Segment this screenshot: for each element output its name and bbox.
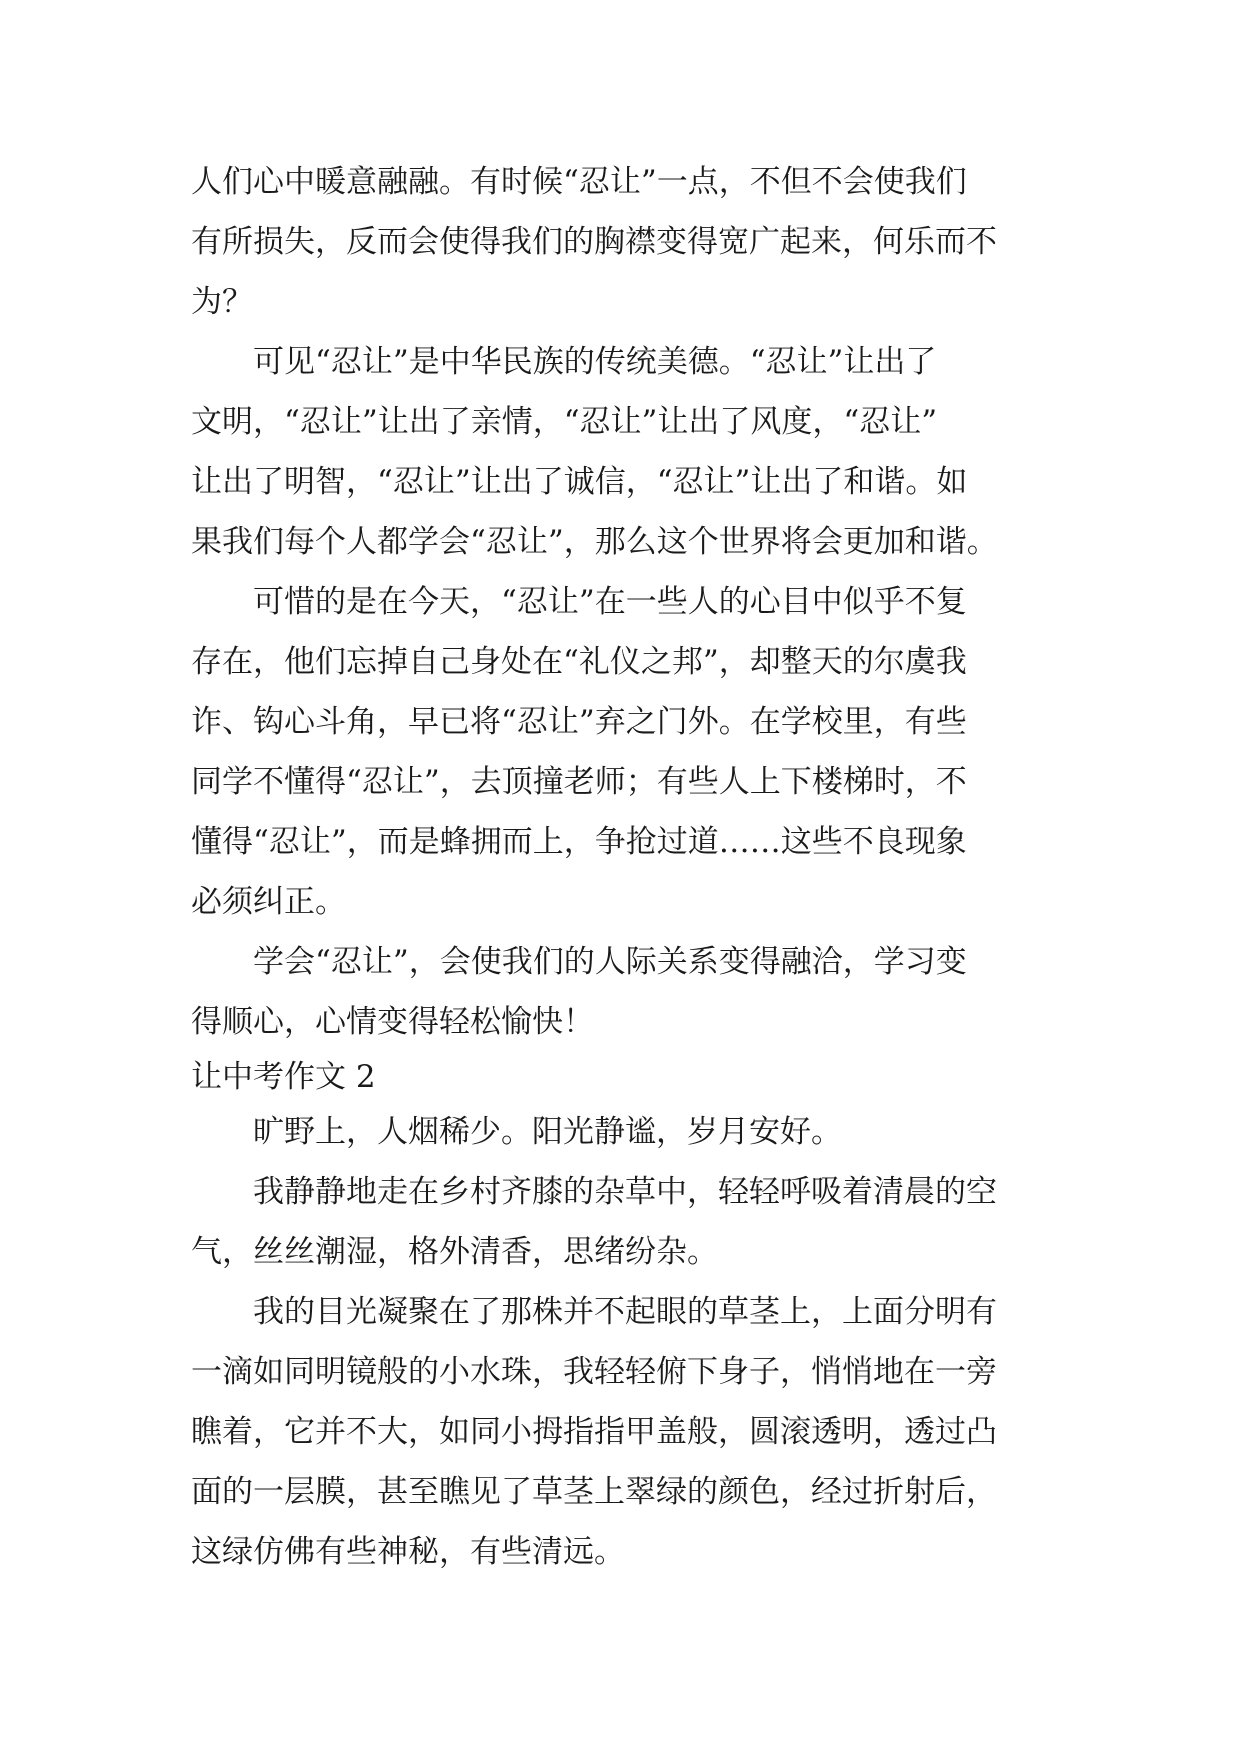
text-line: 我的目光凝聚在了那株并不起眼的草茎上，上面分明有 — [253, 1294, 997, 1330]
text-line: 同学不懂得“忍让”，去顶撞老师；有些人上下楼梯时，不 — [191, 764, 967, 800]
text-line: 人们心中暖意融融。有时候“忍让”一点，不但不会使我们 — [191, 164, 967, 200]
text-line: 这绿仿佛有些神秘，有些清远。 — [191, 1534, 625, 1570]
text-line: 可见“忍让”是中华民族的传统美德。“忍让”让出了 — [253, 344, 937, 380]
text-line: 让出了明智，“忍让”让出了诚信，“忍让”让出了和谐。如 — [191, 464, 968, 500]
text-line: 得顺心，心情变得轻松愉快！ — [191, 1004, 594, 1040]
text-line: 瞧着，它并不大，如同小拇指指甲盖般，圆滚透明，透过凸 — [191, 1414, 997, 1450]
section-heading: 让中考作文 2 — [191, 1059, 376, 1095]
text-line: 气，丝丝潮湿，格外清香，思绪纷杂。 — [191, 1234, 718, 1270]
text-line: 我静静地走在乡村齐膝的杂草中，轻轻呼吸着清晨的空 — [253, 1174, 997, 1210]
text-line: 可惜的是在今天，“忍让”在一些人的心目中似乎不复 — [253, 584, 967, 620]
paragraph — [191, 932, 1071, 1052]
text-line: 存在，他们忘掉自己身处在“礼仪之邦”，却整天的尔虞我 — [191, 644, 967, 680]
paragraph — [191, 1282, 1071, 1582]
text-line: 文明，“忍让”让出了亲情，“忍让”让出了风度，“忍让” — [191, 404, 938, 440]
paragraph — [191, 1102, 1071, 1162]
text-line: 旷野上，人烟稀少。阳光静谧，岁月安好。 — [253, 1114, 842, 1150]
paragraph — [191, 152, 1071, 332]
text-line: 必须纠正。 — [191, 884, 346, 920]
paragraph — [191, 1162, 1071, 1282]
text-line: 果我们每个人都学会“忍让”，那么这个世界将会更加和谐。 — [191, 524, 998, 560]
text-line: 学会“忍让”，会使我们的人际关系变得融洽，学习变 — [253, 944, 967, 980]
document-body — [191, 152, 1071, 1582]
text-line: 面的一层膜，甚至瞧见了草茎上翠绿的颜色，经过折射后， — [191, 1474, 997, 1510]
text-line: 懂得“忍让”，而是蜂拥而上，争抢过道……这些不良现象 — [191, 824, 967, 860]
text-line: 有所损失，反而会使得我们的胸襟变得宽广起来，何乐而不 — [191, 224, 997, 260]
paragraph — [191, 332, 1071, 572]
text-line: 为？ — [191, 284, 253, 320]
text-line: 一滴如同明镜般的小水珠，我轻轻俯下身子，悄悄地在一旁 — [191, 1354, 997, 1390]
paragraph — [191, 572, 1071, 932]
text-line: 诈、钩心斗角，早已将“忍让”弃之门外。在学校里，有些 — [191, 704, 967, 740]
